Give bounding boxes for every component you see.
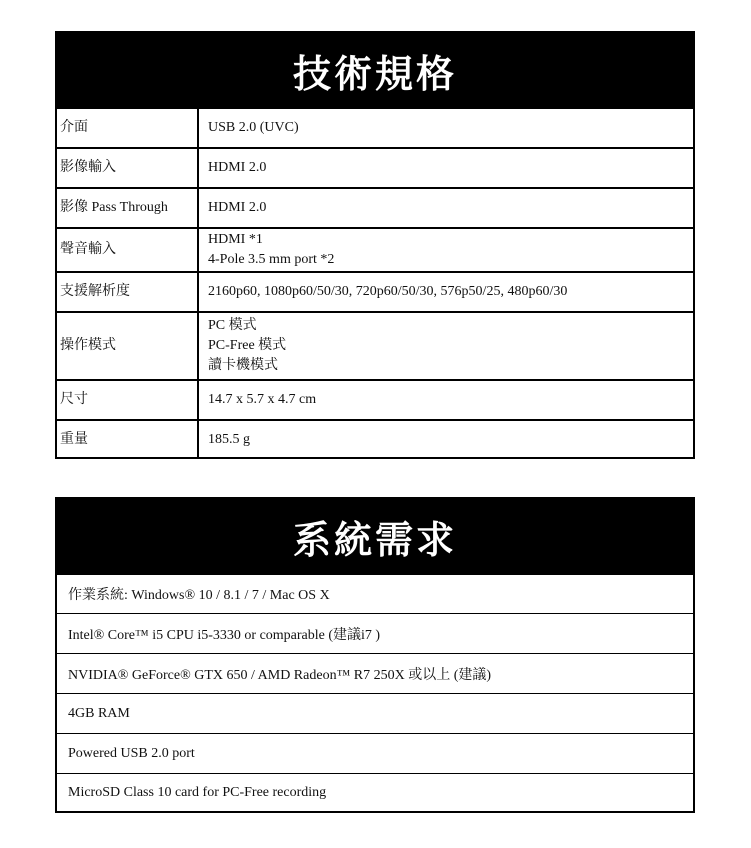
spec-value: [198, 228, 693, 272]
spec-row-pass-through: [57, 188, 693, 228]
spec-title: 技術規格: [57, 33, 693, 107]
spec-value: [198, 148, 693, 188]
spec-value-line: HDMI *1: [208, 232, 263, 247]
spec-value: [198, 272, 693, 312]
spec-value-line: PC-Free 模式: [208, 338, 287, 353]
spec-row-mode: [57, 312, 693, 380]
spec-value: [198, 108, 693, 148]
requirements-title: 系統需求: [57, 499, 693, 574]
spec-value-line: 2160p60, 1080p60/50/30, 720p60/50/30, 576p50/25, 480p60/30: [208, 284, 568, 299]
spec-row-audio-input: [57, 228, 693, 272]
spec-value-line: 14.7 x 5.7 x 4.7 cm: [208, 392, 317, 407]
spec-value-line: 讀卡機模式: [208, 358, 278, 373]
spec-label: 影像輸入: [57, 148, 198, 188]
spec-value-line: HDMI 2.0: [208, 200, 267, 215]
requirement-item: 4GB RAM: [57, 693, 693, 733]
spec-label: 操作模式: [57, 312, 198, 380]
spec-value-line: 185.5 g: [208, 431, 250, 447]
spec-label: 尺寸: [57, 380, 198, 420]
spec-value-line: 4-Pole 3.5 mm port *2: [208, 252, 335, 267]
spec-label: 支援解析度: [57, 272, 198, 312]
spec-value-line: USB 2.0 (UVC): [208, 120, 299, 135]
spec-row-resolution: [57, 272, 693, 312]
spec-row-dimensions: [57, 380, 693, 420]
spec-label: 聲音輸入: [57, 228, 198, 272]
requirement-item: MicroSD Class 10 card for PC-Free recording: [57, 773, 693, 812]
spec-value-line: PC 模式: [208, 318, 257, 333]
spec-row-weight: [57, 420, 693, 458]
requirement-item: Powered USB 2.0 port: [57, 733, 693, 773]
spec-value: [198, 380, 693, 420]
spec-row-interface: [57, 108, 693, 148]
spec-row-video-input: [57, 148, 693, 188]
spec-table: [57, 107, 693, 458]
spec-value: [198, 420, 693, 458]
spec-label: 介面: [57, 108, 198, 148]
spec-value-line: HDMI 2.0: [208, 160, 267, 175]
spec-panel: [55, 31, 695, 459]
requirement-item: 作業系統: Windows® 10 / 8.1 / 7 / Mac OS X: [57, 574, 693, 613]
requirement-item: Intel® Core™ i5 CPU i5-3330 or comparable (建議i7 ): [57, 613, 693, 653]
requirement-item: NVIDIA® GeForce® GTX 650 / AMD Radeon™ R7 250X 或以上 (建議): [57, 653, 693, 693]
requirements-panel: [55, 497, 695, 813]
spec-value: [198, 312, 693, 380]
spec-label: 影像 Pass Through: [57, 188, 198, 228]
spec-label: 重量: [57, 420, 198, 458]
spec-value: [198, 188, 693, 228]
